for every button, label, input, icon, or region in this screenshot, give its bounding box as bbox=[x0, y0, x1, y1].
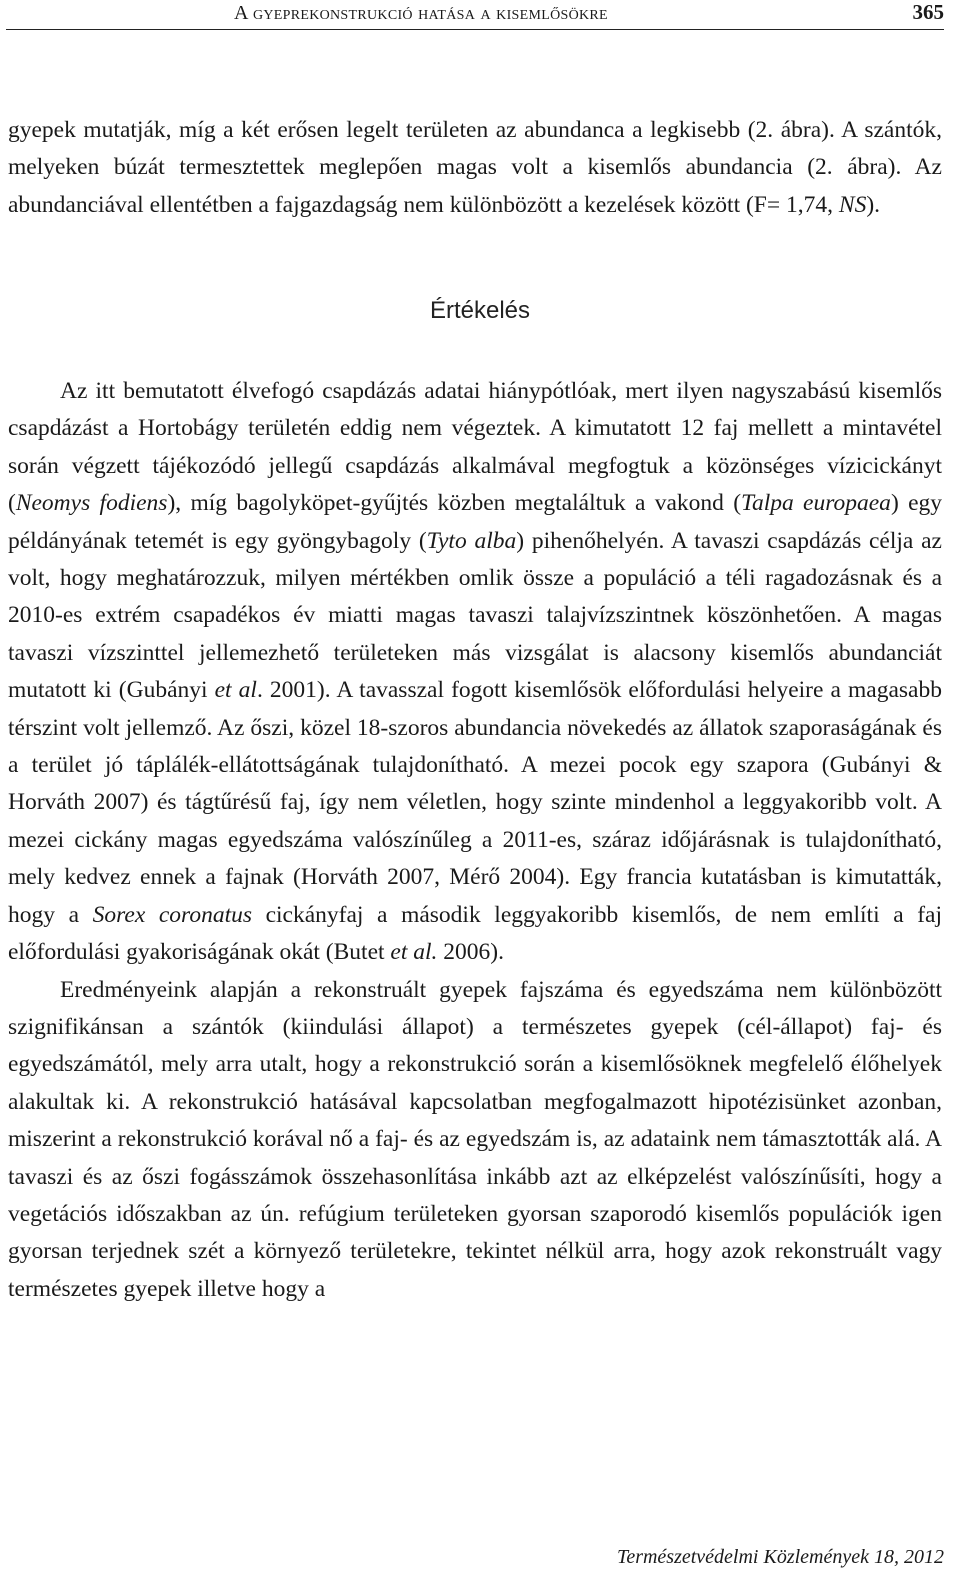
ns-abbrev: NS bbox=[838, 191, 867, 218]
species-tyto: Tyto alba bbox=[426, 527, 517, 554]
p2-s5: . 2001). A tavasszal fogott kisemlősök előfordulási helyeire a magasabb térszint volt jellemző. Az őszi, közel 18-szoros abundancia növekedés az állatok szaporaságának és a terület jó táplálék-ellátottságának tulajdonítható. A mezei pocok egy szapora (Gubányi & Horváth 2007) és tágtűrésű faj, így nem véletlen, hogy szinte mindenhol a leggyakoribb volt. A mezei cickány magas egyedszáma valószínűleg a 2011-es, száraz időjárásnak is tulajdonítható, mely kedvez ennek a fajnak (Horváth 2007, Mérő 2004). Egy francia kutatásban is kimutatták, hogy a bbox=[8, 677, 942, 928]
p2-s6: cickányfaj a második leggyakoribb kisemlős, de nem említi a faj előfordulási gyakoriságának okát (Butet bbox=[8, 901, 943, 966]
species-sorex: Sorex coronatus bbox=[92, 901, 252, 928]
section-heading: Értékelés bbox=[429, 297, 531, 324]
intro-text-span: gyepek mutatják, míg a két erősen legelt területen az abundanca a legkisebb (2. ábra). A szántók, melyeken búzát termesztettek meglepően magas volt a kisemlős abundancia (2. ábra). Az abundanciával ellentétben a fajgazdagság nem különbözött a kezelések között (F= 1,74, bbox=[8, 117, 942, 218]
intro-paragraph bbox=[8, 112, 942, 224]
running-title: A gyeprekonstrukció hatása a kisemlősökre bbox=[234, 2, 608, 24]
journal-footer: Természetvédelmi Közlemények 18, 2012 bbox=[617, 1546, 944, 1568]
p2-s3: ) egy példányának tetemét is egy gyöngybagoly ( bbox=[8, 490, 943, 554]
intro-text bbox=[8, 112, 942, 224]
et-al-1: et al bbox=[214, 677, 257, 704]
p2-s2: ), míg bagolyköpet-gyűjtés közben megtaláltuk a vakond ( bbox=[167, 490, 742, 517]
body-paragraphs bbox=[8, 373, 942, 1308]
paragraph-results: Eredményeink alapján a rekonstruált gyepek fajszáma és egyedszáma nem különbözött szignifikánsan a szántók (kiindulási állapot) a természetes gyepek (cél-állapot) faj- és egyedszámától, mely arra utalt, hogy a rekonstrukció során a kisemlősöknek megfelelő élőhelyek alakultak ki. A rekonstrukció hatásával kapcsolatban megfogalmazott hipotézisünket azonban, miszerint a rekonstrukció korával nő a faj- és az egyedszám is, az adataink nem támasztották alá. A tavaszi és az őszi fogásszámok összehasonlítása inkább azt az elképzelést valószínűsíti, hogy a vegetációs időszakban az ún. refúgium területeken gyorsan szaporodó kisemlős populációk igen gyorsan terjednek szét a környező területekre, tekintet nélkül arra, hogy azok rekonstruált vagy természetes gyepek illetve hogy a bbox=[8, 976, 942, 1302]
paragraph-evaluation bbox=[8, 373, 942, 972]
intro-end: ). bbox=[866, 191, 881, 218]
running-header bbox=[6, 0, 944, 30]
species-talpa: Talpa europaea bbox=[741, 490, 891, 517]
p2-s7: 2006). bbox=[437, 939, 504, 966]
species-neomys: Neomys fodiens bbox=[15, 490, 168, 517]
et-al-2: et al. bbox=[390, 939, 438, 966]
p2-s4: ) pihenőhelyén. A tavaszi csapdázás célja az volt, hogy meghatározzuk, milyen mértékben omlik össze a populáció a téli ragadozásnak és a 2010-es extrém csapadékos év miatti magas tavaszi talajvízszintnek köszönhetően. A magas tavaszi vízszinttel jellemezhető területeken más vizsgálat is alacsony kisemlős abundanciát mutatott ki (Gubányi bbox=[8, 527, 942, 704]
page-number: 365 bbox=[912, 0, 944, 24]
p2-s1: Az itt bemutatott élvefogó csapdázás adatai hiánypótlóak, mert ilyen nagyszabású kisemlős csapdázást a Hortobágy területén eddig nem végeztek. A kimutatott 12 faj mellett a mintavétel során végzett tájékozódó jellegű csapdázás alkalmával megfogtuk a közönséges vízicickányt ( bbox=[8, 378, 942, 517]
